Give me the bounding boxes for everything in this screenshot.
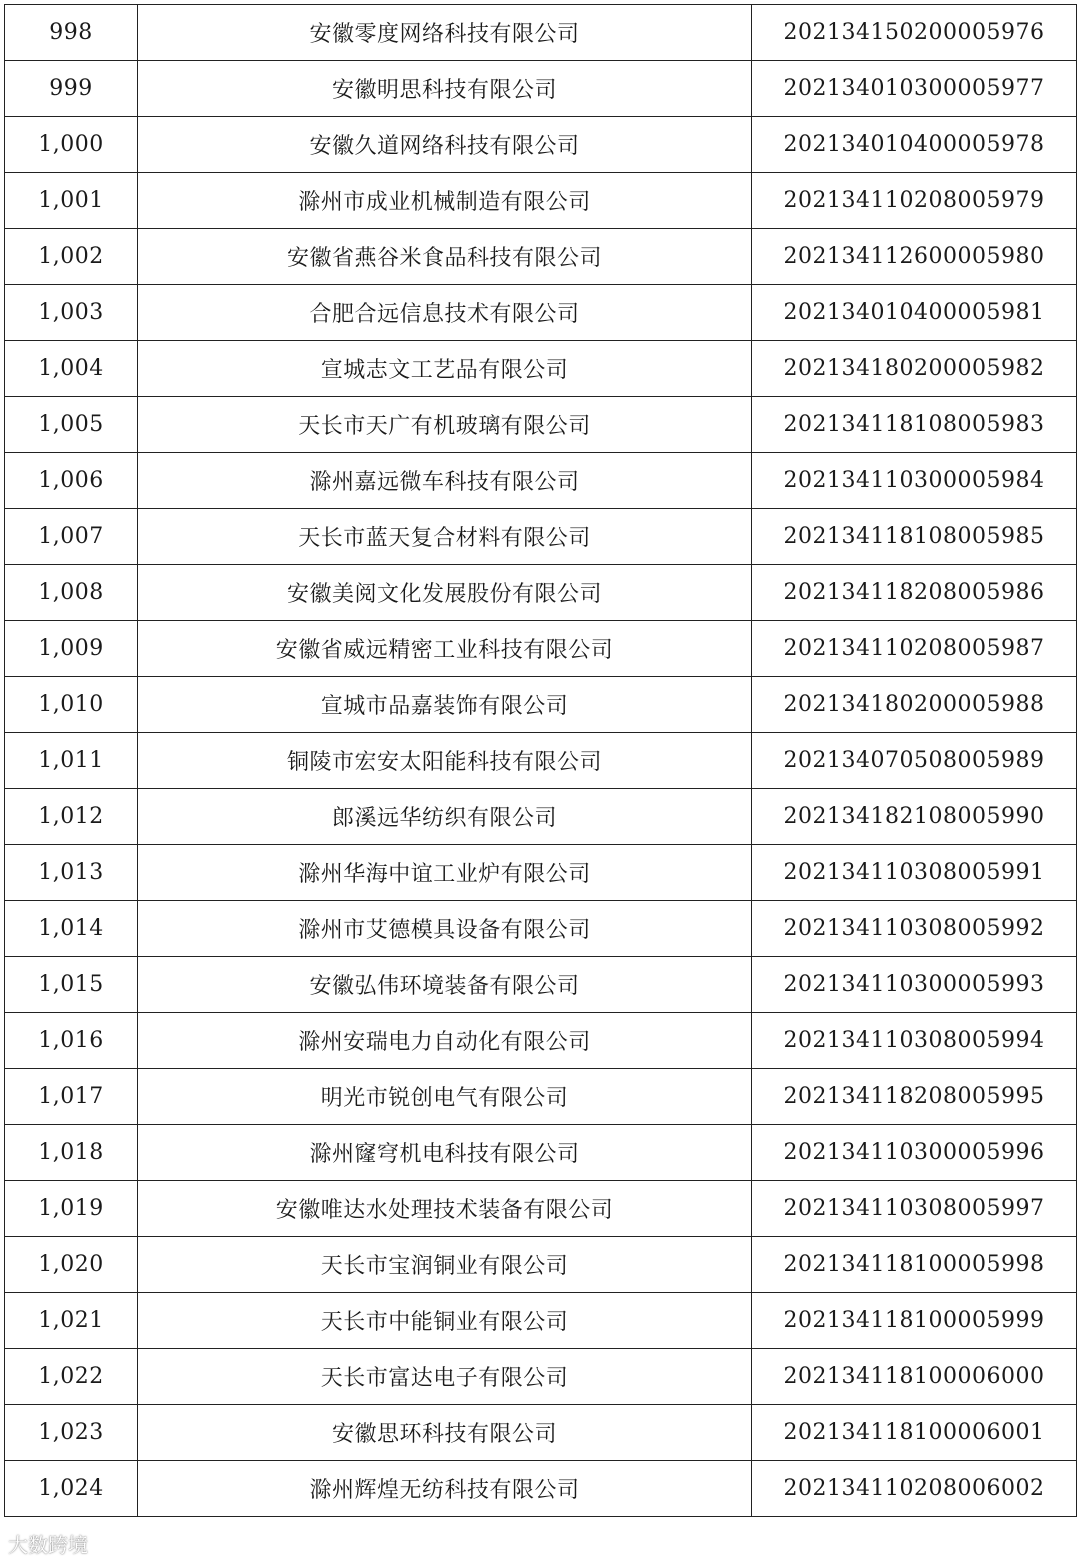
registration-code-cell: 202134110308005997: [752, 1181, 1077, 1237]
row-index-cell: 1,004: [5, 341, 138, 397]
registration-code-cell: 202134110300005984: [752, 453, 1077, 509]
table-row: [5, 1237, 1077, 1293]
company-name-cell: 宣城志文工艺品有限公司: [138, 341, 752, 397]
registration-code-cell: 202134110300005993: [752, 957, 1077, 1013]
registration-code-cell: 202134110300005996: [752, 1125, 1077, 1181]
row-index-cell: 1,017: [5, 1069, 138, 1125]
company-name-cell: 安徽明思科技有限公司: [138, 61, 752, 117]
row-index-cell: 1,011: [5, 733, 138, 789]
row-index-cell: 1,005: [5, 397, 138, 453]
registration-code-cell: 202134182108005990: [752, 789, 1077, 845]
company-name-cell: 天长市蓝天复合材料有限公司: [138, 509, 752, 565]
registration-code-cell: 202134118108005983: [752, 397, 1077, 453]
row-index-cell: 1,021: [5, 1293, 138, 1349]
company-name-cell: 合肥合远信息技术有限公司: [138, 285, 752, 341]
table-row: [5, 901, 1077, 957]
registration-code-cell: 202134110208005987: [752, 621, 1077, 677]
table-row: [5, 509, 1077, 565]
registration-code-cell: 202134110308005992: [752, 901, 1077, 957]
table-row: [5, 453, 1077, 509]
table-row: [5, 285, 1077, 341]
row-index-cell: 1,018: [5, 1125, 138, 1181]
row-index-cell: 1,010: [5, 677, 138, 733]
registration-code-cell: 202134110308005991: [752, 845, 1077, 901]
row-index-cell: 1,022: [5, 1349, 138, 1405]
row-index-cell: 1,003: [5, 285, 138, 341]
row-index-cell: 1,001: [5, 173, 138, 229]
row-index-cell: 1,006: [5, 453, 138, 509]
company-name-cell: 郎溪远华纺织有限公司: [138, 789, 752, 845]
company-name-cell: 安徽思环科技有限公司: [138, 1405, 752, 1461]
company-name-cell: 安徽省燕谷米食品科技有限公司: [138, 229, 752, 285]
table-row: [5, 229, 1077, 285]
table-row: [5, 565, 1077, 621]
row-index-cell: 1,012: [5, 789, 138, 845]
company-name-cell: 滁州华海中谊工业炉有限公司: [138, 845, 752, 901]
watermark: 大数跨境: [8, 1533, 88, 1557]
table-row: [5, 733, 1077, 789]
row-index-cell: 1,020: [5, 1237, 138, 1293]
registration-code-cell: 202134110308005994: [752, 1013, 1077, 1069]
row-index-cell: 1,013: [5, 845, 138, 901]
row-index-cell: 1,019: [5, 1181, 138, 1237]
table-row: [5, 957, 1077, 1013]
row-index-cell: 999: [5, 61, 138, 117]
table-row: [5, 621, 1077, 677]
row-index-cell: 1,009: [5, 621, 138, 677]
company-name-cell: 安徽久道网络科技有限公司: [138, 117, 752, 173]
company-name-cell: 滁州市艾德模具设备有限公司: [138, 901, 752, 957]
table-row: [5, 1125, 1077, 1181]
registration-code-cell: 202134180200005982: [752, 341, 1077, 397]
company-name-cell: 天长市中能铜业有限公司: [138, 1293, 752, 1349]
company-name-cell: 天长市宝润铜业有限公司: [138, 1237, 752, 1293]
registration-code-cell: 202134118208005995: [752, 1069, 1077, 1125]
registration-code-cell: 202134118100006001: [752, 1405, 1077, 1461]
table-row: [5, 1181, 1077, 1237]
company-name-cell: 宣城市品嘉装饰有限公司: [138, 677, 752, 733]
row-index-cell: 998: [5, 5, 138, 61]
company-name-cell: 滁州安瑞电力自动化有限公司: [138, 1013, 752, 1069]
table-row: [5, 5, 1077, 61]
table-row: [5, 1405, 1077, 1461]
company-name-cell: 安徽弘伟环境装备有限公司: [138, 957, 752, 1013]
company-name-cell: 天长市富达电子有限公司: [138, 1349, 752, 1405]
company-name-cell: 滁州窿穹机电科技有限公司: [138, 1125, 752, 1181]
table-row: [5, 1069, 1077, 1125]
registration-code-cell: 202134010400005981: [752, 285, 1077, 341]
row-index-cell: 1,000: [5, 117, 138, 173]
table-row: [5, 173, 1077, 229]
table-row: [5, 789, 1077, 845]
registration-code-cell: 202134150200005976: [752, 5, 1077, 61]
registration-code-cell: 202134010300005977: [752, 61, 1077, 117]
company-name-cell: 滁州嘉远微车科技有限公司: [138, 453, 752, 509]
table-row: [5, 397, 1077, 453]
table-body: [5, 5, 1077, 1517]
row-index-cell: 1,023: [5, 1405, 138, 1461]
company-name-cell: 铜陵市宏安太阳能科技有限公司: [138, 733, 752, 789]
row-index-cell: 1,024: [5, 1461, 138, 1517]
table-row: [5, 845, 1077, 901]
registration-code-cell: 202134110208005979: [752, 173, 1077, 229]
registration-code-cell: 202134180200005988: [752, 677, 1077, 733]
company-name-cell: 明光市锐创电气有限公司: [138, 1069, 752, 1125]
registration-code-cell: 202134118108005985: [752, 509, 1077, 565]
company-name-cell: 滁州市成业机械制造有限公司: [138, 173, 752, 229]
company-name-cell: 安徽美阅文化发展股份有限公司: [138, 565, 752, 621]
table-row: [5, 341, 1077, 397]
table-row: [5, 677, 1077, 733]
table-row: [5, 117, 1077, 173]
row-index-cell: 1,007: [5, 509, 138, 565]
row-index-cell: 1,015: [5, 957, 138, 1013]
registration-code-cell: 202134118208005986: [752, 565, 1077, 621]
registration-code-cell: 202134112600005980: [752, 229, 1077, 285]
table-row: [5, 1013, 1077, 1069]
table-row: [5, 1461, 1077, 1517]
registration-code-cell: 202134118100005999: [752, 1293, 1077, 1349]
registration-code-cell: 202134110208006002: [752, 1461, 1077, 1517]
row-index-cell: 1,008: [5, 565, 138, 621]
company-name-cell: 滁州辉煌无纺科技有限公司: [138, 1461, 752, 1517]
table-row: [5, 61, 1077, 117]
registration-code-cell: 202134118100005998: [752, 1237, 1077, 1293]
registration-code-cell: 202134070508005989: [752, 733, 1077, 789]
company-name-cell: 安徽省威远精密工业科技有限公司: [138, 621, 752, 677]
table-row: [5, 1293, 1077, 1349]
table-row: [5, 1349, 1077, 1405]
row-index-cell: 1,002: [5, 229, 138, 285]
registration-code-cell: 202134010400005978: [752, 117, 1077, 173]
registration-code-cell: 202134118100006000: [752, 1349, 1077, 1405]
company-name-cell: 安徽唯达水处理技术装备有限公司: [138, 1181, 752, 1237]
registration-table: [4, 4, 1077, 1517]
row-index-cell: 1,014: [5, 901, 138, 957]
company-name-cell: 天长市天广有机玻璃有限公司: [138, 397, 752, 453]
company-name-cell: 安徽零度网络科技有限公司: [138, 5, 752, 61]
row-index-cell: 1,016: [5, 1013, 138, 1069]
